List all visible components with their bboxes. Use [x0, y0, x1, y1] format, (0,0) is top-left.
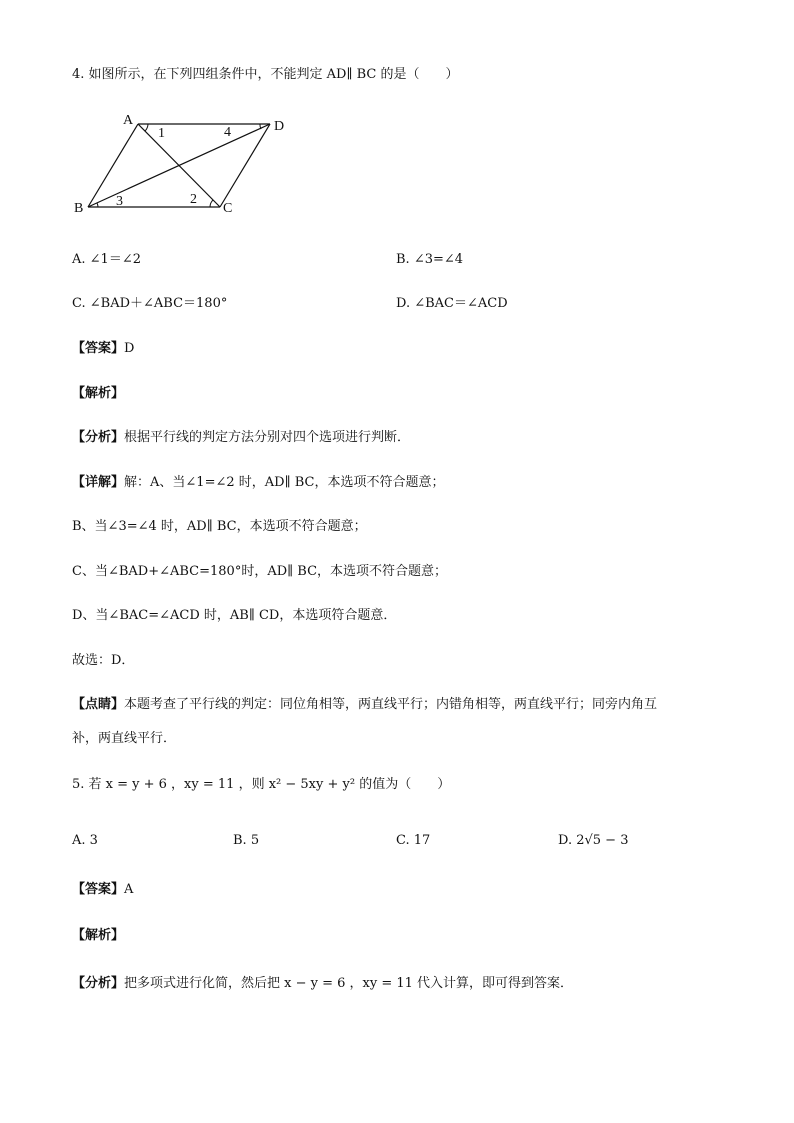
angle-4-arc [260, 124, 261, 129]
q4-option-a: A. ∠1＝∠2 [72, 252, 141, 267]
analysis-tag: 【解析】 [72, 386, 125, 401]
q4-analysis-tag [72, 385, 124, 403]
angle-2-label: 2 [190, 192, 197, 207]
q5-answer-row [72, 881, 133, 899]
angle-3-label: 3 [116, 194, 123, 209]
xiangjie-line-3: C、当∠BAD+∠ABC=180°时，AD∥ BC，本选项不符合题意； [72, 564, 448, 579]
dianjing-tag: 【点睛】 [72, 697, 125, 712]
angle-3-arc [97, 203, 98, 207]
q5-stem: 5. 若 x = y + 6 ，xy = 11 ，则 x² − 5xy + y² 的值为（ ） [72, 777, 451, 792]
point-c-label: C [223, 201, 233, 216]
q4-option-c: C. ∠BAD＋∠ABC＝180° [72, 296, 228, 311]
dianjing-line-1: 本题考查了平行线的判定：同位角相等，两直线平行；内错角相等，两直线平行；同旁内角互 [124, 697, 658, 712]
angle-1-arc [145, 124, 148, 131]
q5-option-c: C. 17 [396, 833, 431, 848]
q5-option-b: B. 5 [233, 833, 260, 848]
segment-ab [88, 124, 138, 207]
parallelogram-diagram [70, 108, 300, 218]
choose-text: 故选：D． [72, 653, 135, 668]
q4-dianjing-row [72, 696, 657, 714]
q5-analysis-tag: 【解析】 [72, 928, 125, 943]
q5-answer-value: A [124, 882, 134, 897]
point-a-label: A [123, 113, 134, 128]
angle-4-label: 4 [224, 125, 231, 140]
fenxi-text: 根据平行线的判定方法分别对四个选项进行判断． [124, 430, 411, 445]
q4-figure [70, 108, 300, 218]
xiangjie-line-4: D、当∠BAC=∠ACD 时，AB∥ CD，本选项符合题意． [72, 608, 397, 623]
q4-answer-row [72, 340, 134, 358]
q5-option-d: D. 2√5 − 3 [558, 833, 629, 848]
point-b-label: B [74, 201, 84, 216]
q5-option-a: A. 3 [72, 833, 98, 848]
q4-option-d: D. ∠BAC＝∠ACD [396, 296, 508, 311]
q4-fenxi-row [72, 429, 410, 447]
xiangjie-line-1: 解：A、当∠1=∠2 时，AD∥ BC，本选项不符合题意； [124, 475, 445, 490]
dianjing-line-2: 补，两直线平行． [72, 731, 177, 746]
answer-tag: 【答案】 [72, 341, 125, 356]
q5-analysis-row [72, 927, 124, 945]
q4-stem: 4. 如图所示，在下列四组条件中，不能判定 AD∥ BC 的是（ ） [72, 67, 459, 82]
angle-2-arc [210, 200, 213, 207]
q4-xiangjie-row [72, 474, 444, 492]
q5-fenxi-tag: 【分析】 [72, 976, 125, 991]
angle-1-label: 1 [158, 126, 165, 141]
q4-option-b: B. ∠3=∠4 [396, 252, 464, 267]
answer-value: D [124, 341, 135, 356]
xiangjie-tag: 【详解】 [72, 475, 125, 490]
q5-fenxi-text: 把多项式进行化简，然后把 x − y = 6 ，xy = 11 代入计算，即可得到答案． [124, 976, 574, 991]
q5-answer-tag: 【答案】 [72, 882, 125, 897]
xiangjie-line-2: B、当∠3=∠4 时，AD∥ BC，本选项不符合题意； [72, 519, 367, 534]
point-d-label: D [274, 119, 285, 134]
q5-fenxi-row [72, 975, 573, 993]
fenxi-tag: 【分析】 [72, 430, 125, 445]
